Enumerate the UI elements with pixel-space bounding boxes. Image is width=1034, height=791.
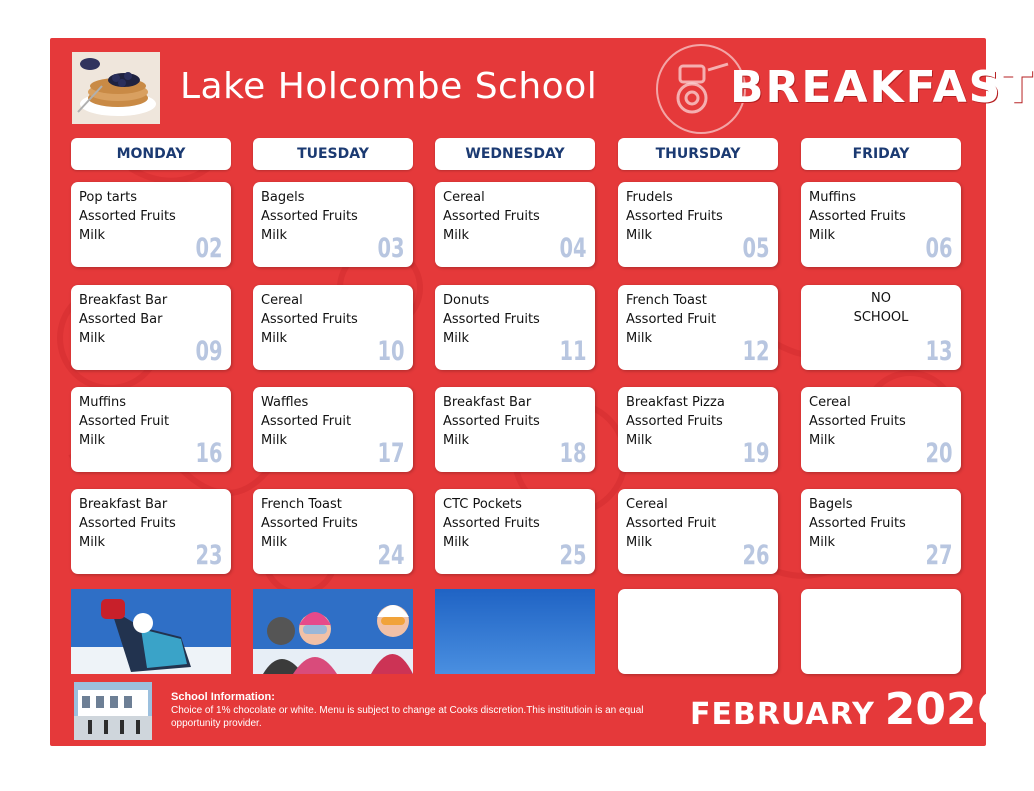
date-number: 25 — [559, 540, 587, 571]
no-school-cell — [801, 285, 961, 370]
menu-item: Milk — [809, 228, 835, 243]
menu-item: NO — [871, 291, 891, 306]
info-text: Choice of 1% chocolate or white. Menu is subject to change at Cooks discretion.This institutioin is an equal opportunity provider. — [171, 705, 644, 729]
menu-item: Assorted Fruits — [443, 516, 540, 531]
school-title: Lake Holcombe School — [180, 66, 598, 107]
menu-cell — [71, 387, 231, 472]
menu-item: Pop tarts — [79, 190, 137, 205]
date-number: 27 — [925, 540, 953, 571]
menu-cell — [71, 285, 231, 370]
menu-item: Milk — [261, 228, 287, 243]
day-header-friday: FRIDAY — [801, 138, 961, 170]
menu-cell — [801, 489, 961, 574]
menu-item: Breakfast Pizza — [626, 395, 725, 410]
menu-item: Assorted Fruits — [443, 414, 540, 429]
menu-item: Muffins — [809, 190, 857, 205]
menu-item: French Toast — [626, 293, 707, 308]
menu-item: Milk — [626, 535, 652, 550]
date-number: 06 — [925, 233, 953, 264]
menu-item: Muffins — [79, 395, 127, 410]
menu-item: Assorted Fruits — [261, 209, 358, 224]
menu-item: Milk — [79, 228, 105, 243]
year-label: 2026 — [884, 684, 1008, 735]
menu-item: Milk — [261, 331, 287, 346]
menu-item: Assorted Fruits — [79, 209, 176, 224]
menu-item: SCHOOL — [853, 310, 909, 325]
menu-item: Milk — [79, 535, 105, 550]
menu-item: Assorted Fruits — [626, 414, 723, 429]
date-number: 24 — [377, 540, 405, 571]
menu-cell — [253, 489, 413, 574]
date-number: 04 — [559, 233, 587, 264]
menu-cell — [253, 182, 413, 267]
menu-item: Assorted Fruits — [261, 312, 358, 327]
blue-sky-photo — [435, 589, 595, 674]
menu-item: Assorted Fruits — [809, 209, 906, 224]
menu-cell — [435, 387, 595, 472]
menu-item: Milk — [79, 433, 105, 448]
menu-item: French Toast — [261, 497, 342, 512]
month-year — [690, 684, 1007, 735]
menu-sheet — [50, 38, 1034, 746]
day-header-monday: MONDAY — [71, 138, 231, 170]
date-number: 10 — [377, 336, 405, 367]
menu-item: Waffles — [261, 395, 309, 410]
date-number: 16 — [195, 438, 223, 469]
menu-item: Milk — [443, 331, 469, 346]
meal-title: BREAKFAST — [730, 62, 1034, 113]
menu-cell — [253, 285, 413, 370]
date-number: 13 — [925, 336, 953, 367]
menu-item: Donuts — [443, 293, 490, 308]
menu-item: Milk — [443, 228, 469, 243]
date-number: 09 — [195, 336, 223, 367]
menu-item: Frudels — [626, 190, 673, 205]
menu-item: Assorted Fruit — [626, 312, 717, 327]
menu-item: Cereal — [809, 395, 851, 410]
menu-cell — [435, 182, 595, 267]
date-number: 18 — [559, 438, 587, 469]
menu-item: Assorted Fruits — [79, 516, 176, 531]
date-number: 26 — [742, 540, 770, 571]
date-number: 19 — [742, 438, 770, 469]
pancakes-photo — [72, 52, 160, 124]
menu-cell — [801, 387, 961, 472]
info-title: School Information: — [171, 691, 275, 703]
menu-item: Assorted Fruits — [261, 516, 358, 531]
menu-item: Cereal — [626, 497, 668, 512]
empty-cell — [801, 589, 961, 674]
menu-item: Assorted Fruits — [626, 209, 723, 224]
month-label: FEBRUARY — [690, 697, 875, 732]
date-number: 02 — [195, 233, 223, 264]
day-header-thursday: THURSDAY — [618, 138, 778, 170]
menu-cell — [253, 387, 413, 472]
menu-item: Milk — [626, 331, 652, 346]
menu-item: Bagels — [261, 190, 305, 205]
date-number: 11 — [559, 336, 587, 367]
menu-item: Milk — [443, 433, 469, 448]
menu-item: Assorted Fruit — [261, 414, 352, 429]
menu-cell — [71, 182, 231, 267]
menu-cell — [435, 285, 595, 370]
menu-item: Bagels — [809, 497, 853, 512]
day-header-wednesday: WEDNESDAY — [435, 138, 595, 170]
date-number: 17 — [377, 438, 405, 469]
skier-photo — [71, 589, 231, 674]
menu-item: Breakfast Bar — [79, 293, 168, 308]
menu-item: CTC Pockets — [443, 497, 522, 512]
date-number: 05 — [742, 233, 770, 264]
menu-item: Milk — [626, 228, 652, 243]
date-number: 12 — [742, 336, 770, 367]
menu-cell — [618, 182, 778, 267]
menu-item: Milk — [809, 433, 835, 448]
kids-skiing-photo — [253, 589, 413, 674]
menu-item: Breakfast Bar — [79, 497, 168, 512]
day-header-tuesday: TUESDAY — [253, 138, 413, 170]
empty-cell — [618, 589, 778, 674]
menu-item: Milk — [443, 535, 469, 550]
date-number: 20 — [925, 438, 953, 469]
menu-item: Assorted Fruits — [443, 312, 540, 327]
date-number: 23 — [195, 540, 223, 571]
date-number: 03 — [377, 233, 405, 264]
menu-item: Assorted Bar — [79, 312, 163, 327]
menu-item: Milk — [261, 433, 287, 448]
menu-item: Milk — [626, 433, 652, 448]
menu-item: Breakfast Bar — [443, 395, 532, 410]
menu-cell — [618, 489, 778, 574]
menu-cell — [801, 182, 961, 267]
menu-item: Milk — [261, 535, 287, 550]
menu-cell — [435, 489, 595, 574]
menu-item: Milk — [809, 535, 835, 550]
menu-cell — [618, 387, 778, 472]
school-information — [171, 691, 661, 730]
menu-cell — [71, 489, 231, 574]
menu-item: Assorted Fruits — [809, 414, 906, 429]
school-building-photo — [74, 682, 152, 740]
menu-item: Assorted Fruits — [809, 516, 906, 531]
menu-item: Assorted Fruits — [443, 209, 540, 224]
menu-item: Assorted Fruit — [79, 414, 170, 429]
menu-item: Cereal — [261, 293, 303, 308]
menu-item: Cereal — [443, 190, 485, 205]
menu-item: Milk — [79, 331, 105, 346]
menu-cell — [618, 285, 778, 370]
menu-item: Assorted Fruit — [626, 516, 717, 531]
